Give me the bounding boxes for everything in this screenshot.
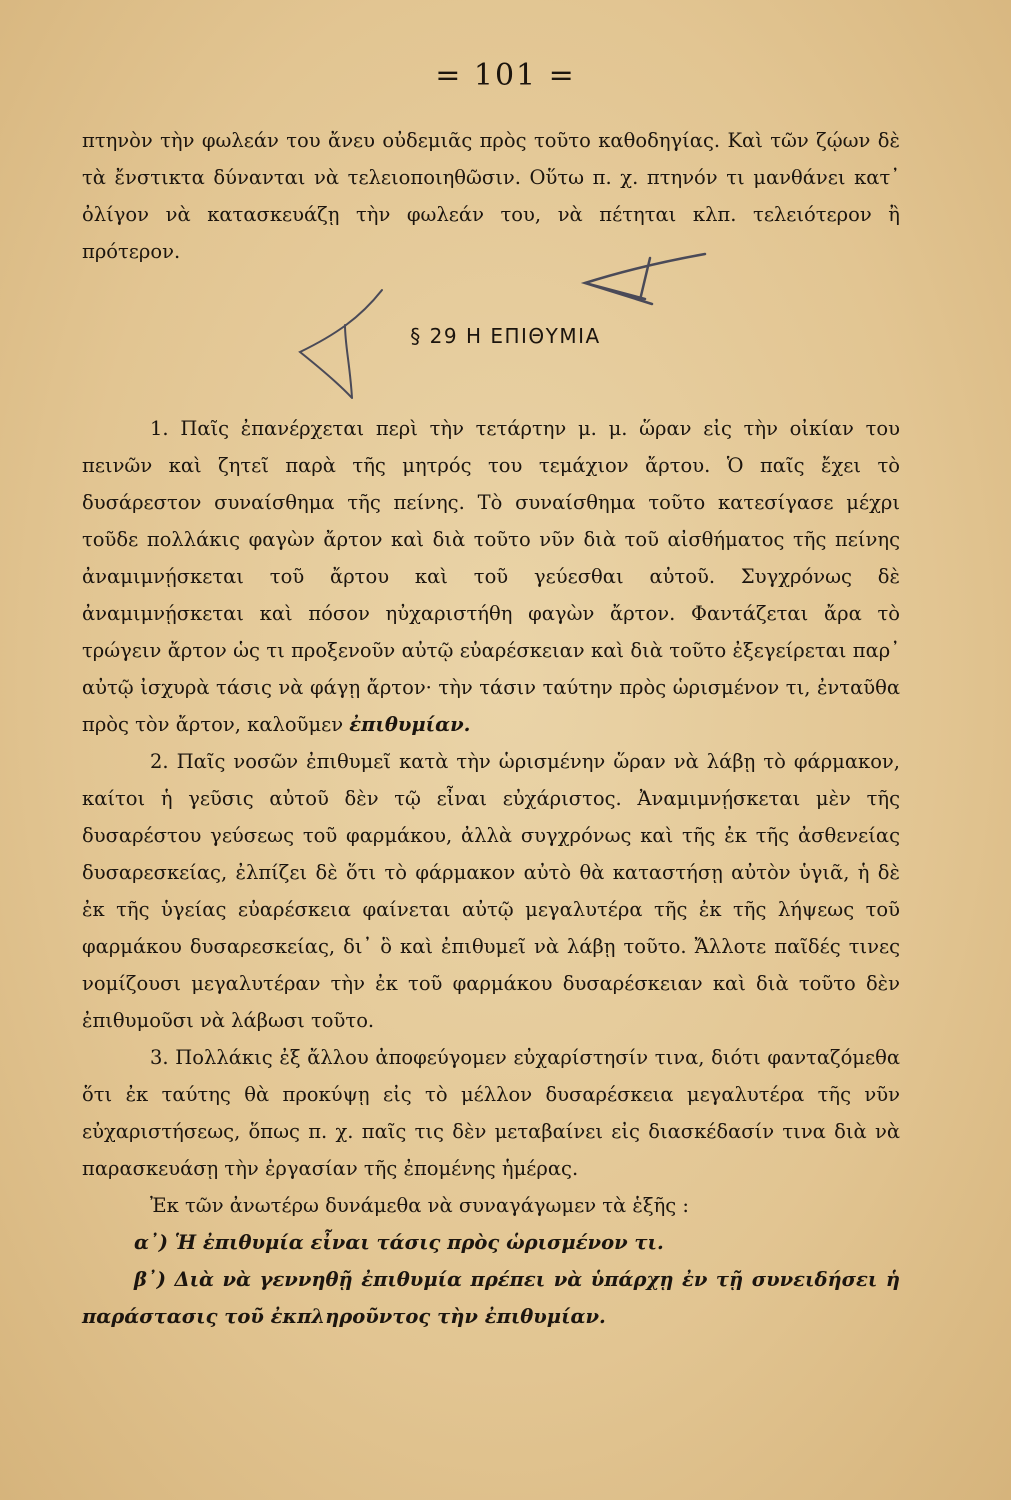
page-number: = 101 = [435,58,576,93]
paragraph-2: 2. Παῖς νοσῶν ἐπιθυμεῖ κατὰ τὴν ὡρισμένην ὥραν νὰ λάβῃ τὸ φάρμακον, καίτοι ἡ γεῦσις αὐτοῦ δὲν τῷ εἶναι εὐχάριστος. Ἀναμιμνῄσκεται μὲν τῆς δυσαρέστου γεύσεως τοῦ φαρμάκου, ἀλλὰ συγχρόνως καὶ τῆς ἐκ τῆς ἀσθενείας δυσαρεσκείας, ἐλπίζει δὲ ὅτι τὸ φάρμακον αὐτὸ θὰ καταστήσῃ αὐτὸν ὑγιᾶ, ἡ δὲ ἐκ τῆς ὑγείας εὐαρέσκεια φαίνεται αὐτῷ μεγαλυτέρα τῆς ἐκ τῆς λήψεως τοῦ φαρμάκου δυσαρεσκείας, δι᾿ ὃ καὶ ἐπιθυμεῖ νὰ λάβῃ τοῦτο. Ἄλλοτε παῖδές τινες νομίζουσι μεγαλυτέραν τὴν ἐκ τοῦ φαρμάκου δυσαρέσκειαν καὶ διὰ τοῦτο δὲν ἐπιθυμοῦσι νὰ λάβωσι τοῦτο. [82,750,900,1032]
pencil-arrow-mark [585,254,705,304]
intro-paragraph: πτηνὸν τὴν φωλεάν του ἄνευ οὐδεμιᾶς πρὸς τοῦτο καθοδηγίας. Καὶ τῶν ζῴων δὲ τὰ ἔνστικτα δύνανται νὰ τελειοποιηθῶσιν. Οὕτω π. χ. πτηνόν τι μανθάνει κατ᾿ ὀλίγον νὰ κατασκευάζῃ τὴν φωλεάν του, νὰ πέτηται κλπ. τελειότερον ἢ πρότερον. [82,129,900,263]
conclusion-a-label: α᾿) [134,1231,168,1254]
paragraph-1-text: 1. Παῖς ἐπανέρχεται περὶ τὴν τετάρτην μ. μ. ὥραν εἰς τὴν οἰκίαν του πεινῶν καὶ ζητεῖ παρὰ τῆς μητρός του τεμάχιον ἄρτου. Ὁ παῖς ἔχει τὸ δυσάρεστον συναίσθημα τῆς πείνης. Τὸ συναίσθημα τοῦτο κατεσίγασε μέχρι τοῦδε πολλάκις φαγὼν ἄρτον καὶ διὰ τοῦτο νῦν διὰ τοῦ αἰσθήματος τῆς πείνης ἀναμιμνῄσκεται τοῦ ἄρτου καὶ τοῦ γεύεσθαι αὐτοῦ. Συγχρόνως δὲ ἀναμιμνῄσκεται καὶ πόσον ηὐχαριστήθη φαγὼν ἄρτον. Φαντάζεται ἄρα τὸ τρώγειν ἄρτον ὡς τι προξενοῦν αὐτῷ εὐαρέσκειαν καὶ διὰ τοῦτο ἐξεγείρεται παρ᾿ αὐτῷ ἰσχυρὰ τάσις νὰ φάγῃ ἄρτον· τὴν τάσιν ταύτην πρὸς ὡρισμένον τι, ἐνταῦθα πρὸς τὸν ἄρτον, καλοῦμεν [82,417,900,736]
conclusion-a-text: Ἡ ἐπιθυμία εἶναι τάσις πρὸς ὡρισμένον τι. [174,1231,664,1254]
conclusion-b-text: Διὰ νὰ γεννηθῇ ἐπιθυμία πρέπει νὰ ὑπάρχῃ ἐν τῇ συνειδήσει ἡ παράστασις τοῦ ἐκπληροῦντος τὴν ἐπιθυμίαν. [82,1268,900,1328]
paragraph-3: 3. Πολλάκις ἐξ ἄλλου ἀποφεύγομεν εὐχαρίστησίν τινα, διότι φανταζόμεθα ὅτι ἐκ ταύτης θὰ προκύψῃ εἰς τὸ μέλλον δυσαρέσκεια μεγαλυτέρα τῆς νῦν εὐχαριστήσεως, ὅπως π. χ. παῖς τις δὲν μεταβαίνει εἰς διασκέδασίν τινα διὰ νὰ παρασκευάσῃ τὴν ἐργασίαν τῆς ἐπομένης ἡμέρας. [82,1046,900,1180]
conclusion-b-label: β᾿) [134,1268,166,1291]
conclusion-intro: Ἐκ τῶν ἀνωτέρω δυνάμεθα νὰ συναγάγωμεν τὰ ἑξῆς : [150,1194,689,1217]
section-title: § 29 Η ΕΠΙΘΥΜΙΑ [410,324,601,348]
paragraph-1-term: ἐπιθυμίαν. [349,713,471,736]
pencil-bracket-mark [300,290,382,398]
